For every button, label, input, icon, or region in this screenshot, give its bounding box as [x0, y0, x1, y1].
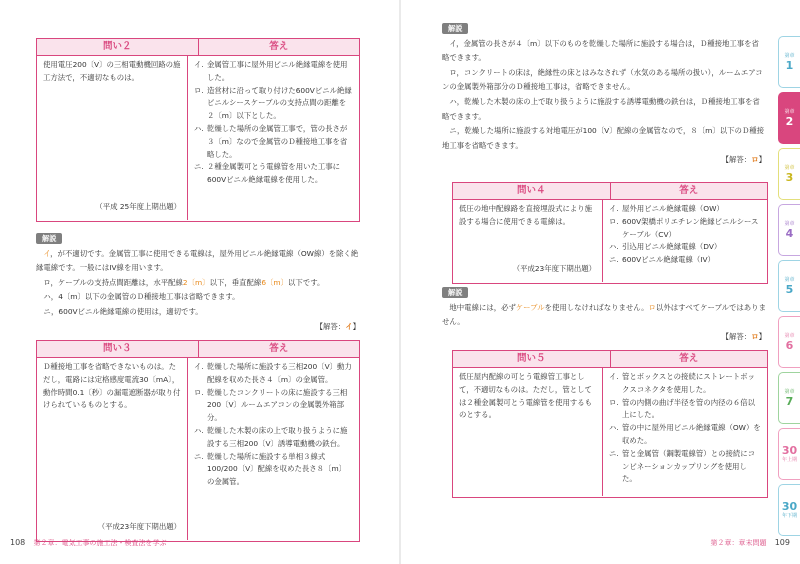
explanation-line: ロ，コンクリートの床は，絶縁性の床とはみなされず（水気のある場所の扱い），ルームエアコンの金属製外箱部分のＤ種接地工事は，省略できません。: [442, 67, 763, 92]
choice-item: ハ. 乾燥した木製の床の上で取り扱うように施設する三相200〔V〕誘導電動機の鉄台。: [194, 425, 348, 448]
answer-line: 【解答：ロ】: [721, 331, 766, 341]
question-text: 低圧屋内配線の可とう電線管工事として，不適切なものは。ただし，管としては２種金属製可とう電線管を使用するものとする。: [459, 372, 593, 420]
chapter-tab-4[interactable]: 第章 4: [778, 204, 800, 256]
question-2-box: [36, 38, 360, 222]
choices-cell: [603, 368, 767, 496]
choice-item: イ. 屋外用ビニル絶縁電線（OW）: [609, 204, 724, 213]
explanation-line: 地中電線には，必ずケーブルを使用しなければなりません。ロ以外はすべてケーブルではありません。: [442, 302, 766, 327]
left-footer: [10, 538, 167, 548]
choice-item: イ. 管とボックスとの接続にストレートボックスコネクタを使用した。: [609, 372, 755, 394]
choices-cell: [188, 358, 359, 540]
chapter-tab-30-first-half[interactable]: 30 年上期: [778, 428, 800, 480]
answer-line: 【解答：ロ】: [721, 155, 766, 165]
choice-item: ロ. 600V架橋ポリエチレン絶縁ビニルシースケーブル（CV）: [609, 216, 759, 239]
choice-item: ハ. 管の中に屋外用ビニル絶縁電線（OW）を収めた。: [609, 423, 761, 445]
choice-item: ロ. 乾燥したコンクリートの床に施設する三相200〔V〕ルームエアコンの金属製外箱部分。: [194, 387, 348, 423]
answer-header: 答え: [679, 353, 699, 364]
choices-cell: [188, 56, 359, 220]
explanation-label: 解説: [442, 23, 468, 34]
explanation-line: ロ，ケーブルの支持点間距離は，水平配線2〔m〕以下，垂直配線6〔m〕以下です。: [43, 277, 325, 287]
question-2-header: [37, 39, 359, 56]
choice-item: イ. 金属管工事に屋外用ビニル絶縁電線を使用した。: [194, 60, 348, 82]
question-text-cell: [37, 358, 188, 540]
choices-cell: [603, 200, 767, 282]
question-source: （平成23年度下期出題）: [97, 522, 181, 532]
choice-item: ニ. 乾燥した場所に施設する単相３線式100/200〔V〕配線を収めた長さ８〔m〕の金属管。: [194, 451, 347, 487]
page-number: 108: [10, 538, 26, 547]
explanation-line: ニ，乾燥した場所に施設する対地電圧が100〔V〕配線の金属管なので，８〔m〕以下のＤ種接地工事を省略できます。: [442, 126, 765, 150]
explanation-label: 解説: [442, 287, 468, 298]
question-header: 問い３: [37, 341, 199, 357]
question-5-header: [453, 351, 767, 368]
page-number: 109: [774, 538, 790, 547]
explanation-4: [442, 286, 766, 344]
question-text-cell: [37, 56, 188, 220]
question-text-cell: [453, 200, 603, 282]
answer-line: 【解答：イ】: [315, 321, 360, 331]
explanation-line: ハ，4〔m〕以下の金属管のＤ種接地工事は省略できます。: [43, 292, 240, 302]
chapter-tab-7[interactable]: 第章 7: [778, 372, 800, 424]
question-source: （平成 25年度上期出題）: [95, 202, 181, 212]
chapter-tab-3[interactable]: 第章 3: [778, 148, 800, 200]
chapter-tab-6[interactable]: 第章 6: [778, 316, 800, 368]
question-4-box: [452, 182, 768, 284]
chapter-tab-5[interactable]: 第章 5: [778, 260, 800, 312]
explanation-3: [442, 22, 766, 167]
choice-item: ニ. ２種金属製可とう電線管を用いた工事に600Vビニル絶縁電線を使用した。: [194, 162, 341, 185]
explanation-line: ニ，600Vビニル絶縁電線の使用は，適切です。: [43, 306, 203, 316]
answer-header: 答え: [269, 41, 289, 52]
chapter-title: 第２章：章末問題: [710, 539, 767, 547]
question-header: 問い５: [453, 351, 611, 367]
question-header: 問い４: [453, 183, 611, 199]
explanation-2: [36, 232, 360, 334]
question-text-cell: [453, 368, 603, 496]
choice-item: ハ. 乾燥した場所の金属管工事で，管の長さが３〔m〕なので金属管のＤ種接地工事を省略した。: [194, 123, 348, 159]
chapter-tabs: [778, 36, 800, 540]
answer-header: 答え: [679, 185, 699, 196]
chapter-tab-1[interactable]: 第章 1: [778, 36, 800, 88]
choice-item: ロ. 管の内側の曲げ半径を管の内径の６倍以上にした。: [609, 397, 756, 420]
answer-header: 答え: [269, 343, 289, 354]
question-4-header: [453, 183, 767, 200]
question-5-box: [452, 350, 768, 498]
question-header: 問い２: [37, 39, 199, 55]
choice-item: イ. 乾燥した場所に施設する三相200〔V〕動力配線を収めた長さ４〔m〕の金属管。: [194, 362, 352, 384]
choice-item: ハ. 引込用ビニル絶縁電線（DV）: [609, 242, 722, 252]
question-text: 使用電圧200〔V〕の三相電動機回路の施工方法で，不適切なものは。: [43, 60, 181, 82]
question-3-box: [36, 340, 360, 542]
explanation-line: ハ，乾燥した木製の床の上で取り扱うように施設する誘導電動機の鉄台は，Ｄ種接地工事を省略できます。: [442, 96, 760, 121]
choice-item: ロ. 造営材に沿って取り付けた600Vビニル絶縁ビニルシースケーブルの支持点間の距離を２〔m〕以下とした。: [194, 85, 352, 121]
question-text: 低圧の地中配線路を直接埋設式により施設する場合に使用できる電線は。: [459, 204, 593, 226]
explanation-line: イ，が不適切です。金属管工事に使用できる電線は，屋外用ビニル絶縁電線（OW線）を除く絶縁電線です。一般にはIV線を用います。: [36, 248, 359, 273]
chapter-tab-2[interactable]: 第章 2: [778, 92, 800, 144]
explanation-line: イ，金属管の長さが４〔m〕以下のものを乾燥した場所に施設する場合は，Ｄ種接地工事を省略できます。: [442, 38, 759, 63]
choice-item: ニ. 管と金属管（鋼製電線管）との接続にコンビネーションカップリングを使用した。: [609, 448, 756, 484]
explanation-label: 解説: [36, 233, 62, 244]
choice-item: ニ. 600Vビニル絶縁電線（IV）: [609, 255, 715, 265]
question-source: （平成23年度下期出題）: [512, 264, 596, 274]
right-page: [400, 0, 800, 564]
question-text: Ｄ種接地工事を省略できないものは。ただし，電路には定格感度電流30〔mA〕，動作時間0.1〔秒〕の漏電遮断器が取り付けられているものとする。: [43, 362, 181, 410]
chapter-tab-30-second-half[interactable]: 30 年下期: [778, 484, 800, 536]
chapter-title: 第２章：電気工事の施工法・検査法を学ぶ: [33, 539, 167, 547]
question-3-header: [37, 341, 359, 358]
